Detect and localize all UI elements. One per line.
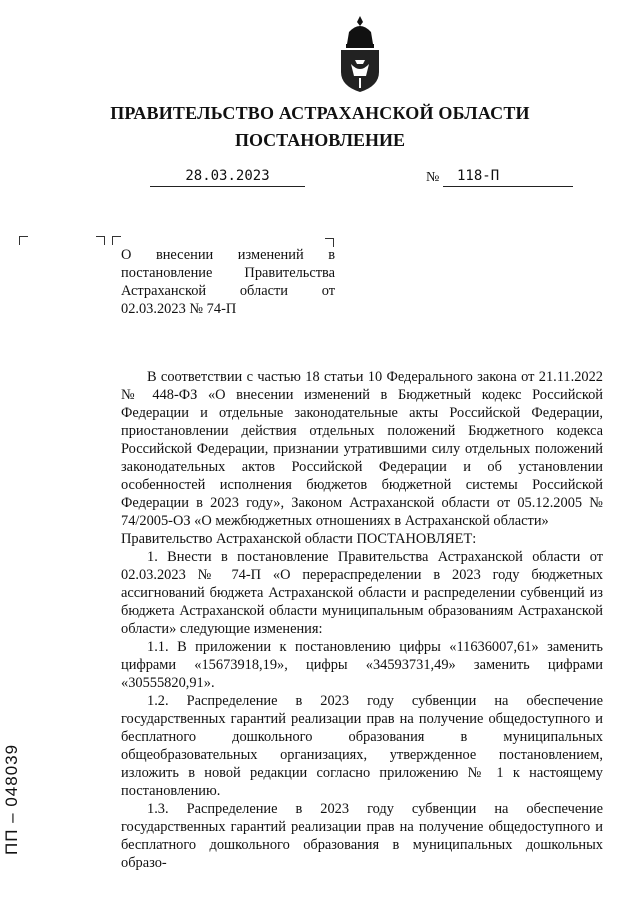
corner-mark — [19, 236, 28, 245]
coat-of-arms-icon — [335, 14, 385, 94]
item-1-3: 1.3. Распределение в 2023 году субвенции на обеспечение государственных гарантий реализации прав на получение общедоступного и бесплатного дошкольного образования в муниципальных дошкольных образо- — [121, 801, 603, 871]
number-label: № — [426, 170, 440, 185]
preamble-paragraph: В соответствии с частью 18 статьи 10 Федерального закона от 21.11.2022 № 448-ФЗ «О внесении изменений в Бюджетный кодекс Российской Федерации и отдельные законодательные акты Российской Федерации, приостановлении действия отдельных положений Бюджетного кодекса Российской Федерации, признании утратившими силу отдельных положений законодательных актов Российской Федерации и об установлении особенностей исполнения бюджетов бюджетной системы Российской Федерации в 2023 году», Законом Астраханской области от 05.12.2005 № 74/2005-ОЗ «О межбюджетных отношениях в Астраханской области» — [121, 369, 603, 529]
organization-title: ПРАВИТЕЛЬСТВО АСТРАХАНСКОЙ ОБЛАСТИ — [110, 103, 530, 123]
document-date: 28.03.2023 — [150, 166, 305, 187]
item-1: 1. Внести в постановление Правительства Астраханской области от 02.03.2023 № 74-П «О перераспределении в 2023 году бюджетных ассигнований бюджета Астраханской области и распределении субвенций из бюджета Астраханской области муниципальным образованиям Астраханской области» следующие изменения: — [121, 549, 603, 637]
document-number: 118-П — [443, 166, 573, 187]
document-type: ПОСТАНОВЛЕНИЕ — [234, 130, 406, 150]
item-1-1: 1.1. В приложении к постановлению цифры «11636007,61» заменить цифрами «15673918,19», цифры «34593731,49» заменить цифрами «30555820,91». — [121, 639, 603, 691]
serial-number: ПП – 048039 — [2, 743, 21, 855]
document-subject: О внесении изменений в постановление Правительства Астраханской области от 02.03.2023 № 74-П — [121, 247, 335, 317]
corner-mark — [112, 236, 121, 245]
item-1-2: 1.2. Распределение в 2023 году субвенции на обеспечение государственных гарантий реализации прав на получение общедоступного и бесплатного дошкольного образования в муниципальных общеобразовательных организациях, утвержденное постановлением, изложить в новой редакции согласно приложению № 1 к настоящему постановлению. — [121, 693, 603, 799]
document-body — [121, 368, 603, 872]
resolve-line: Правительство Астраханской области ПОСТАНОВЛЯЕТ: — [121, 531, 477, 547]
corner-mark — [96, 236, 105, 245]
